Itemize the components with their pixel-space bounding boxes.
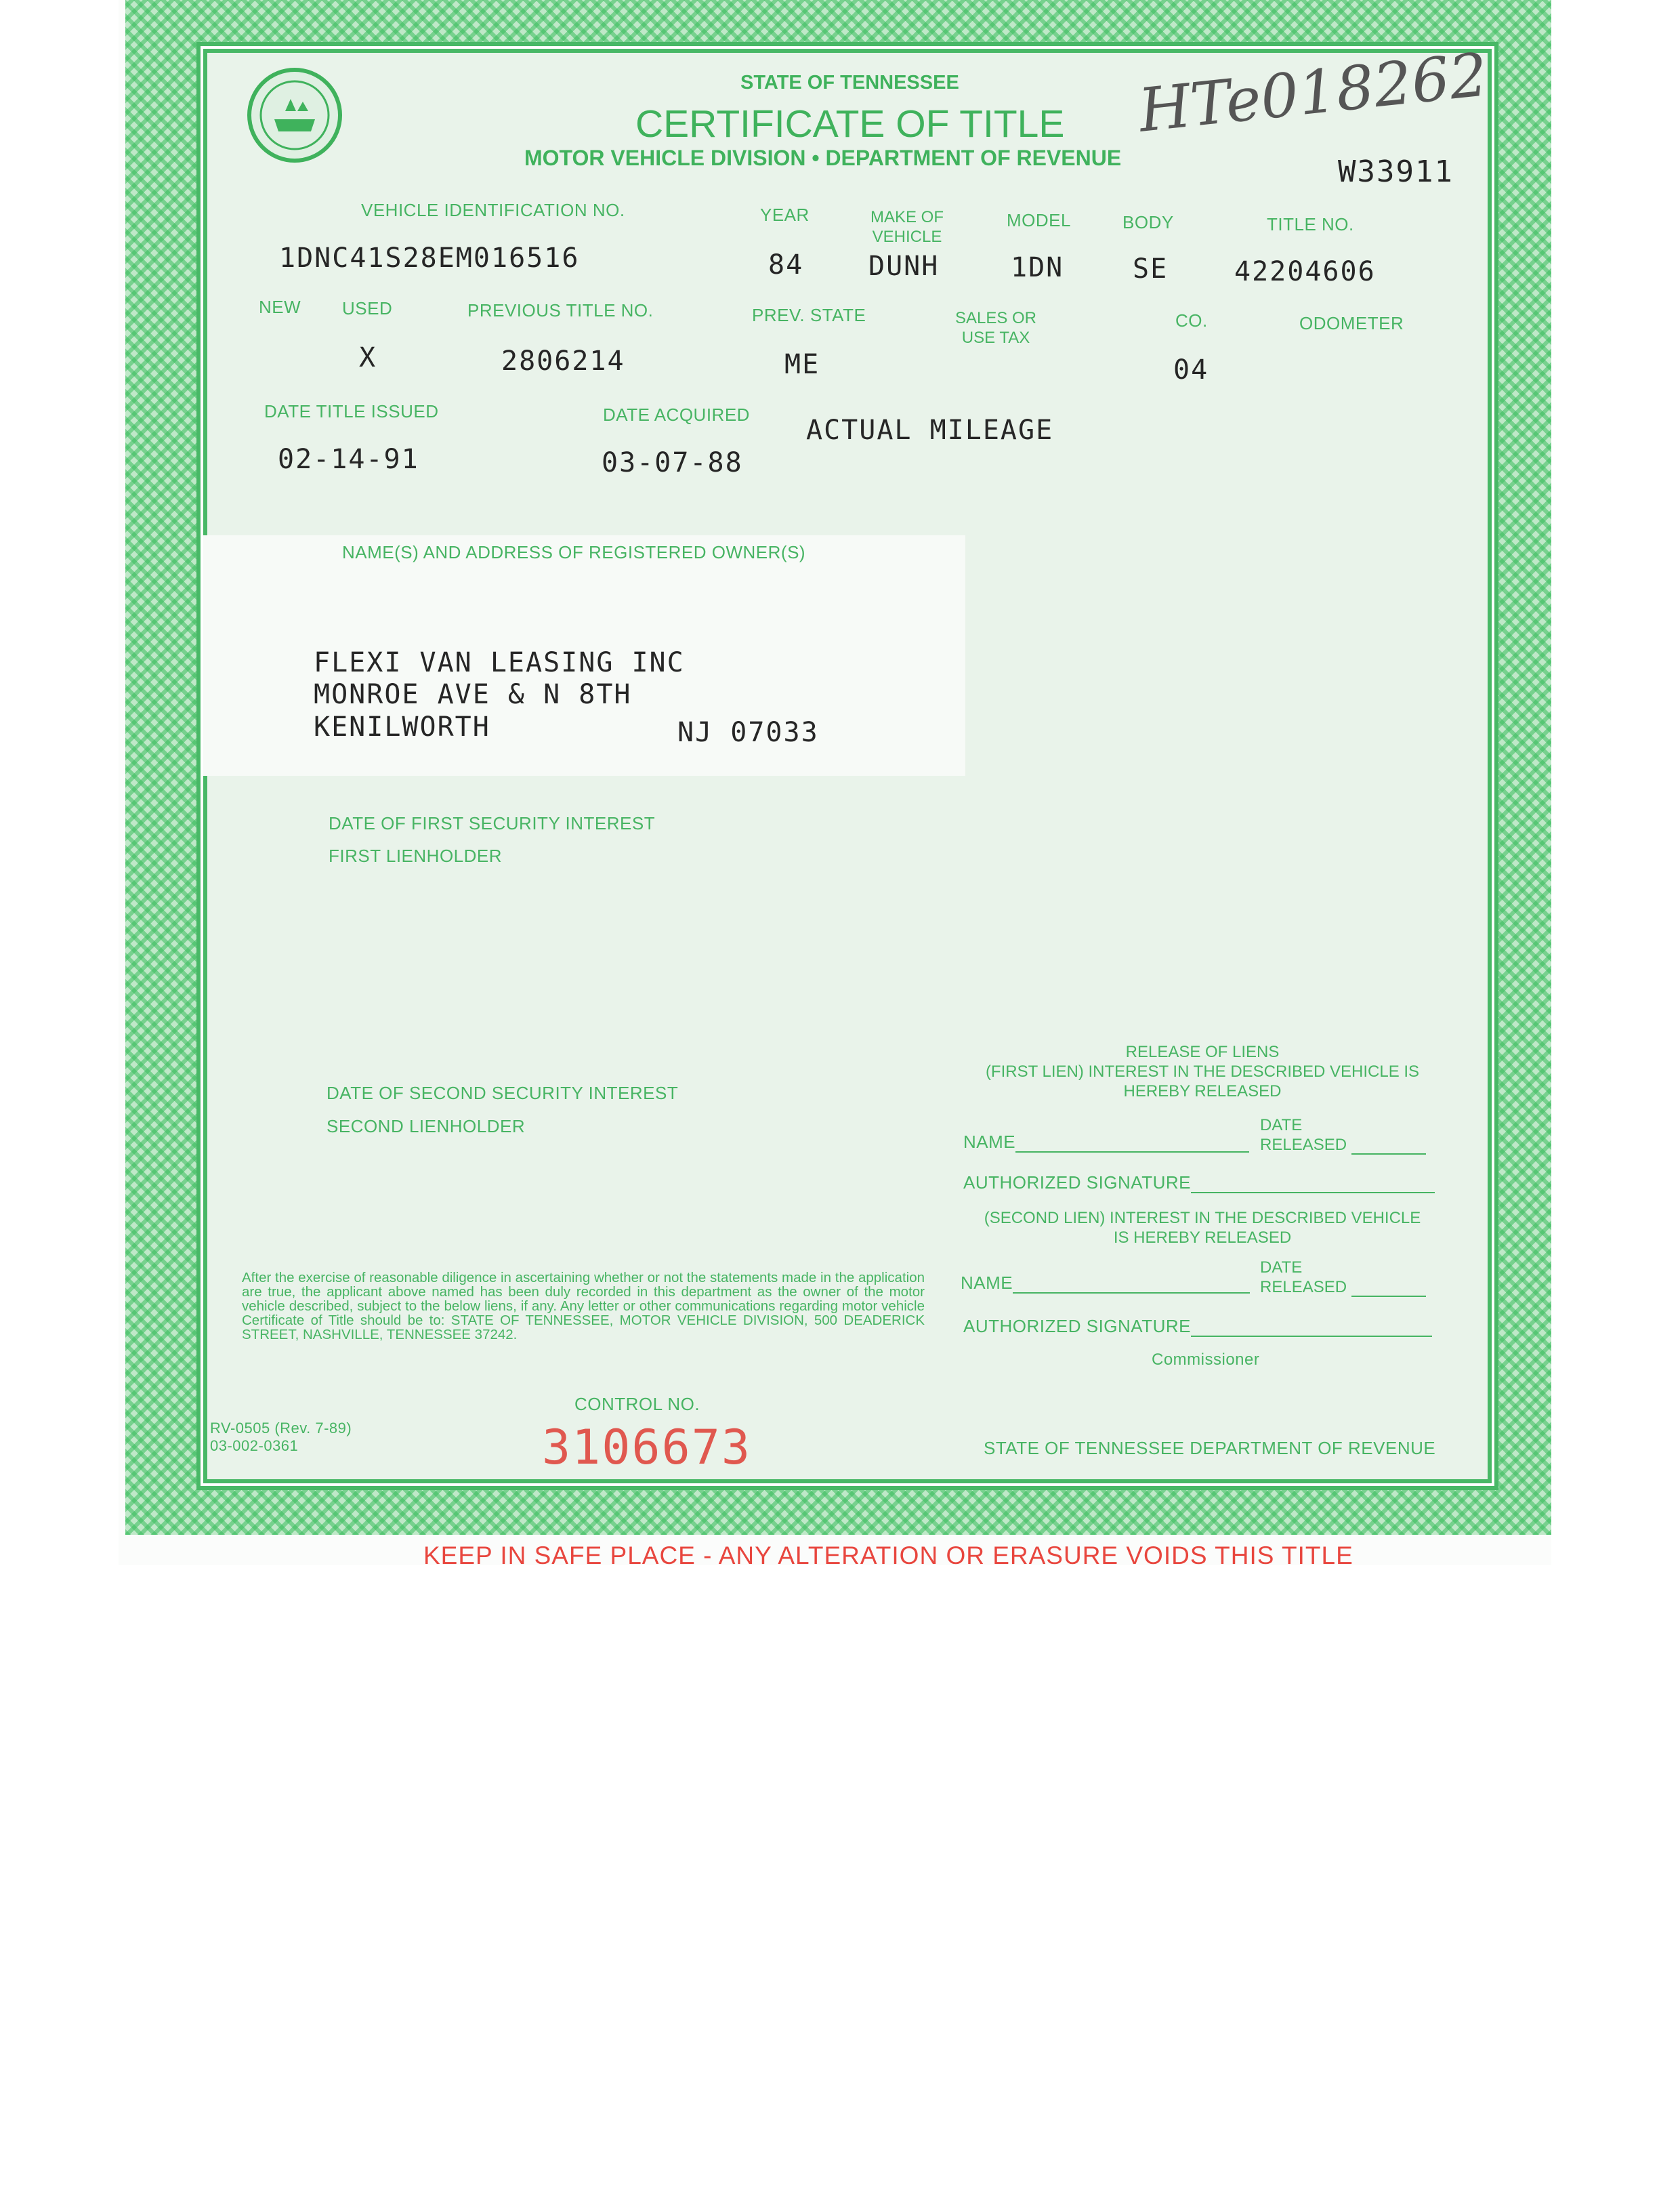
used-mark: X <box>359 342 377 373</box>
sales-tax-label-2: USE TAX <box>961 329 1030 347</box>
prev-title-label: PREVIOUS TITLE NO. <box>467 300 654 321</box>
first-lienholder-label: FIRST LIENHOLDER <box>329 846 503 866</box>
second-lienholder-label: SECOND LIENHOLDER <box>327 1116 526 1136</box>
prev-state-value: ME <box>784 349 820 380</box>
used-label: USED <box>342 298 393 318</box>
second-release-text-2: IS HEREBY RELEASED <box>1113 1229 1292 1247</box>
first-release-name-label: NAME <box>963 1132 1016 1152</box>
model-label: MODEL <box>1007 210 1071 230</box>
date-acquired-value: 03-07-88 <box>602 447 743 478</box>
odometer-label: ODOMETER <box>1299 313 1404 333</box>
body-value: SE <box>1133 253 1169 285</box>
owner-label: NAME(S) AND ADDRESS OF REGISTERED OWNER(S) <box>342 542 806 562</box>
second-release-signature-field[interactable] <box>1191 1321 1432 1337</box>
sales-tax-label: SALES OR <box>954 309 1037 327</box>
owner-city: KENILWORTH <box>314 711 490 743</box>
prev-title-value: 2806214 <box>501 346 625 377</box>
first-release-text-2: HEREBY RELEASED <box>1123 1082 1282 1100</box>
vin-label: VEHICLE IDENTIFICATION NO. <box>361 200 625 220</box>
state-seal-icon <box>247 68 342 163</box>
second-release-name-field[interactable] <box>1013 1277 1250 1294</box>
first-release-date-label: DATE <box>1260 1116 1303 1134</box>
first-release-signature-field[interactable] <box>1191 1177 1435 1193</box>
second-release-text: (SECOND LIEN) INTEREST IN THE DESCRIBED VEHICLE <box>984 1209 1421 1227</box>
make-value: DUNH <box>868 251 940 282</box>
owner-state-zip: NJ 07033 <box>677 717 819 748</box>
first-release-date-field[interactable] <box>1351 1138 1426 1155</box>
owner-street: MONROE AVE & N 8TH <box>314 679 632 710</box>
first-release-signature-label: AUTHORIZED SIGNATURE <box>963 1172 1191 1193</box>
handwritten-note: HTe018262 <box>1135 39 1491 146</box>
first-security-date-label: DATE OF FIRST SECURITY INTEREST <box>329 813 656 833</box>
form-sub-number: 03-002-0361 <box>210 1437 299 1454</box>
first-release-text: (FIRST LIEN) INTEREST IN THE DESCRIBED VEHICLE IS <box>985 1062 1420 1081</box>
second-release-date-label: DATE <box>1260 1258 1303 1277</box>
first-release-name-field[interactable] <box>1015 1136 1249 1153</box>
commissioner-label: Commissioner <box>1152 1350 1260 1369</box>
second-release-signature-label: AUTHORIZED SIGNATURE <box>963 1316 1191 1336</box>
county-label: CO. <box>1175 310 1208 331</box>
second-release-name-label: NAME <box>961 1273 1013 1293</box>
mileage-status: ACTUAL MILEAGE <box>806 415 1054 446</box>
model-value: 1DN <box>1011 252 1064 283</box>
date-issued-label: DATE TITLE ISSUED <box>264 401 439 421</box>
title-no-value: 42204606 <box>1234 256 1376 287</box>
form-number: RV-0505 (Rev. 7-89) <box>210 1420 352 1437</box>
vin-value: 1DNC41S28EM016516 <box>279 243 580 274</box>
second-security-date-label: DATE OF SECOND SECURITY INTEREST <box>327 1083 679 1103</box>
second-release-released-label: RELEASED <box>1260 1278 1347 1296</box>
state-heading: STATE OF TENNESSEE <box>740 72 959 94</box>
control-number-label: CONTROL NO. <box>574 1394 700 1414</box>
county-value: 04 <box>1173 354 1209 386</box>
second-release-date-field[interactable] <box>1351 1281 1426 1297</box>
make-label: MAKE OF <box>870 208 944 226</box>
date-acquired-label: DATE ACQUIRED <box>603 405 750 425</box>
control-number: 3106673 <box>542 1420 752 1475</box>
page-title: CERTIFICATE OF TITLE <box>635 102 1065 146</box>
prev-state-label: PREV. STATE <box>752 305 866 325</box>
release-heading: RELEASE OF LIENS <box>1125 1043 1280 1061</box>
title-no-label: TITLE NO. <box>1267 214 1354 234</box>
first-release-released-label: RELEASED <box>1260 1136 1347 1154</box>
warning-banner: KEEP IN SAFE PLACE - ANY ALTERATION OR ERASURE VOIDS THIS TITLE <box>423 1542 1353 1569</box>
new-label: NEW <box>259 297 301 317</box>
division-heading: MOTOR VEHICLE DIVISION • DEPARTMENT OF REVENUE <box>524 146 1122 170</box>
issuer-label: STATE OF TENNESSEE DEPARTMENT OF REVENUE <box>984 1438 1436 1458</box>
make-label-2: VEHICLE <box>872 228 942 246</box>
year-label: YEAR <box>760 205 810 225</box>
owner-name: FLEXI VAN LEASING INC <box>314 647 685 678</box>
form-code: W33911 <box>1338 154 1454 189</box>
body-label: BODY <box>1122 212 1174 232</box>
year-value: 84 <box>768 249 804 281</box>
disclaimer-text: After the exercise of reasonable diligence in ascertaining whether or not the statements made in the application are true, the applicant above named has been duly recorded in this department as the owner of the motor vehicle described, subject to the below liens, if any. Any letter or other communications regarding motor vehicle Certificate of Title should be to: STATE OF TENNESSEE, MOTOR VEHICLE DIVISION, 500 DEADERICK STREET, NASHVILLE, TENNESSEE 37242. <box>242 1270 925 1342</box>
date-issued-value: 02-14-91 <box>278 444 419 475</box>
